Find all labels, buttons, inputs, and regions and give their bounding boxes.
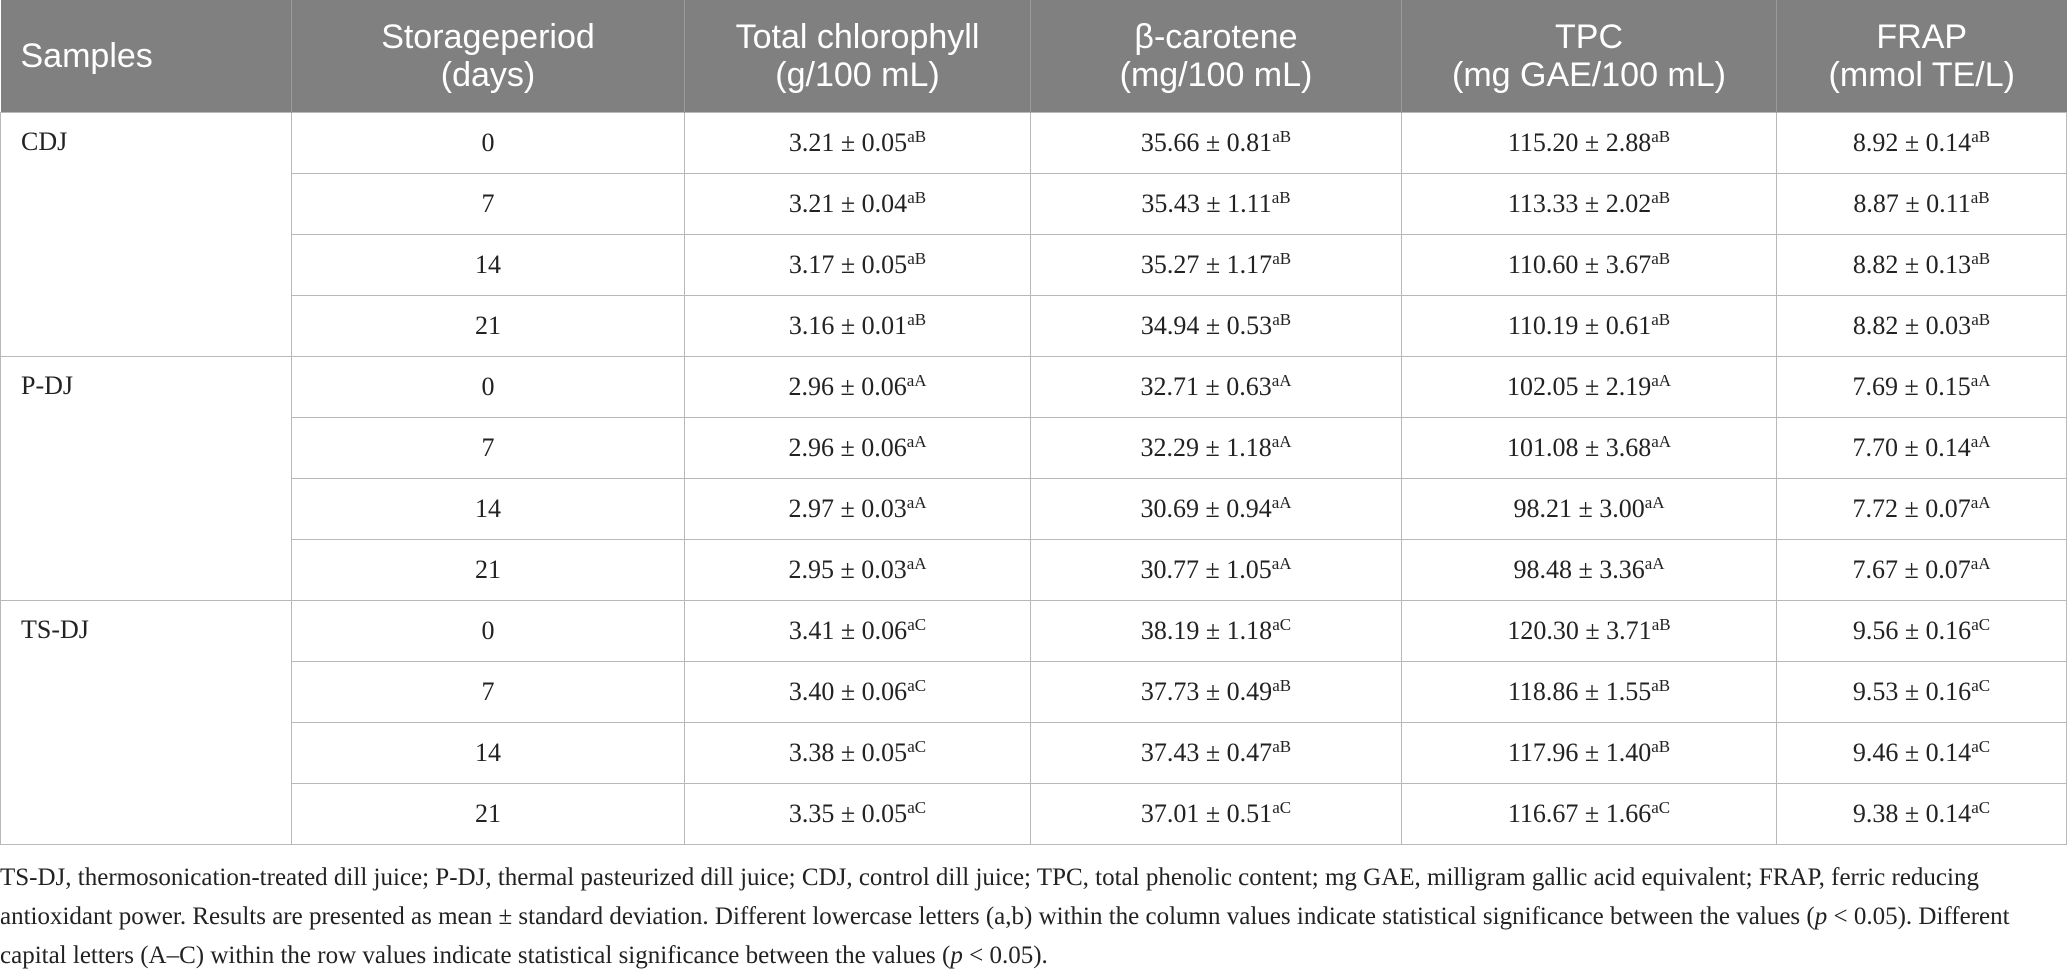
mean-sd-value: 8.82 ± 0.03 xyxy=(1852,311,1972,340)
mean-sd-value: 32.71 ± 0.63 xyxy=(1140,372,1272,401)
mean-sd-value: 3.35 ± 0.05 xyxy=(788,799,908,828)
storage-day-cell: 7 xyxy=(292,418,685,479)
significance-letters: aA xyxy=(1644,493,1665,512)
storage-day-cell: 14 xyxy=(292,479,685,540)
value-cell xyxy=(1402,784,1777,845)
significance-letters: aA xyxy=(906,493,927,512)
mean-sd-value: 37.01 ± 0.51 xyxy=(1140,799,1273,828)
value-cell xyxy=(1777,357,2067,418)
significance-letters: aC xyxy=(1971,615,1991,634)
column-header xyxy=(685,0,1031,113)
significance-letters: aB xyxy=(1272,127,1292,146)
mean-sd-value: 2.96 ± 0.06 xyxy=(788,433,907,462)
mean-sd-value: 3.16 ± 0.01 xyxy=(788,311,908,340)
mean-sd-value: 37.73 ± 0.49 xyxy=(1140,677,1273,706)
mean-sd-value: 9.46 ± 0.14 xyxy=(1852,738,1972,767)
value-cell xyxy=(1402,662,1777,723)
storage-day-cell: 0 xyxy=(292,113,685,174)
mean-sd-value: 113.33 ± 2.02 xyxy=(1507,189,1652,218)
storage-day-cell: 7 xyxy=(292,662,685,723)
footnote-p-symbol: p xyxy=(1814,903,1828,930)
column-header-unit: (mg/100 mL) xyxy=(1119,56,1313,94)
value-cell xyxy=(1402,601,1777,662)
value-cell xyxy=(1031,296,1402,357)
value-cell xyxy=(1777,418,2067,479)
significance-letters: aC xyxy=(907,737,927,756)
significance-letters: aC xyxy=(907,615,927,634)
significance-letters: aB xyxy=(1970,188,1990,207)
storage-day-cell: 0 xyxy=(292,357,685,418)
footnote-p-symbol: p xyxy=(950,942,963,969)
mean-sd-value: 8.82 ± 0.13 xyxy=(1852,250,1972,279)
mean-sd-value: 3.21 ± 0.05 xyxy=(788,128,908,157)
table-body xyxy=(1,113,2067,845)
significance-letters: aB xyxy=(1272,310,1292,329)
value-cell xyxy=(1777,723,2067,784)
value-cell xyxy=(1031,235,1402,296)
mean-sd-value: 115.20 ± 2.88 xyxy=(1507,128,1652,157)
mean-sd-value: 32.29 ± 1.18 xyxy=(1140,433,1272,462)
value-cell xyxy=(685,723,1031,784)
column-header-label: Storageperiod xyxy=(381,18,595,56)
mean-sd-value: 98.48 ± 3.36 xyxy=(1513,555,1645,584)
mean-sd-value: 9.53 ± 0.16 xyxy=(1852,677,1972,706)
significance-letters: aB xyxy=(1651,676,1671,695)
table-row xyxy=(1,296,2067,357)
storage-day-cell: 14 xyxy=(292,235,685,296)
table-row xyxy=(1,174,2067,235)
column-header-unit: (mmol TE/L) xyxy=(1828,56,2015,94)
mean-sd-value: 35.43 ± 1.11 xyxy=(1141,189,1272,218)
mean-sd-value: 9.56 ± 0.16 xyxy=(1852,616,1972,645)
mean-sd-value: 2.97 ± 0.03 xyxy=(788,494,907,523)
mean-sd-value: 35.66 ± 0.81 xyxy=(1140,128,1273,157)
value-cell xyxy=(1031,601,1402,662)
significance-letters: aB xyxy=(907,249,927,268)
table-row xyxy=(1,723,2067,784)
column-header xyxy=(1777,0,2067,113)
column-header xyxy=(1031,0,1402,113)
value-cell xyxy=(685,235,1031,296)
value-cell xyxy=(685,174,1031,235)
significance-letters: aC xyxy=(1971,798,1991,817)
column-header-unit: (days) xyxy=(440,56,536,94)
storage-day-cell: 21 xyxy=(292,296,685,357)
mean-sd-value: 34.94 ± 0.53 xyxy=(1140,311,1273,340)
significance-letters: aC xyxy=(1272,798,1292,817)
column-header xyxy=(1402,0,1777,113)
table-row xyxy=(1,479,2067,540)
column-header-unit: (g/100 mL) xyxy=(775,56,940,94)
mean-sd-value: 2.96 ± 0.06 xyxy=(788,372,907,401)
mean-sd-value: 3.40 ± 0.06 xyxy=(788,677,908,706)
significance-letters: aC xyxy=(907,798,927,817)
table-row xyxy=(1,235,2067,296)
significance-letters: aA xyxy=(1644,554,1665,573)
footnote-text-3: < 0.05). xyxy=(962,942,1048,969)
table-row xyxy=(1,662,2067,723)
value-cell xyxy=(685,601,1031,662)
value-cell xyxy=(1402,235,1777,296)
mean-sd-value: 120.30 ± 3.71 xyxy=(1507,616,1652,645)
mean-sd-value: 3.41 ± 0.06 xyxy=(788,616,908,645)
value-cell xyxy=(1777,113,2067,174)
table-header-row xyxy=(1,0,2067,113)
table-row xyxy=(1,113,2067,174)
significance-letters: aB xyxy=(1651,127,1671,146)
value-cell xyxy=(1777,479,2067,540)
value-cell xyxy=(685,540,1031,601)
storage-day-cell: 21 xyxy=(292,784,685,845)
mean-sd-value: 118.86 ± 1.55 xyxy=(1507,677,1652,706)
significance-letters: aA xyxy=(1970,432,1991,451)
mean-sd-value: 110.60 ± 3.67 xyxy=(1507,250,1652,279)
value-cell xyxy=(1031,113,1402,174)
table-row xyxy=(1,540,2067,601)
significance-letters: aC xyxy=(1272,615,1292,634)
value-cell xyxy=(1031,540,1402,601)
value-cell xyxy=(685,784,1031,845)
table-footnote xyxy=(0,858,2050,975)
significance-letters: aB xyxy=(907,188,927,207)
value-cell xyxy=(1031,174,1402,235)
value-cell xyxy=(1031,479,1402,540)
column-header xyxy=(1,0,292,113)
value-cell xyxy=(1031,662,1402,723)
significance-letters: aA xyxy=(906,554,927,573)
column-header-label: FRAP xyxy=(1876,18,1968,56)
significance-letters: aA xyxy=(1651,371,1672,390)
table-row xyxy=(1,357,2067,418)
significance-letters: aA xyxy=(1970,554,1991,573)
significance-letters: aC xyxy=(907,676,927,695)
value-cell xyxy=(1031,784,1402,845)
storage-day-cell: 7 xyxy=(292,174,685,235)
value-cell xyxy=(1402,113,1777,174)
significance-letters: aB xyxy=(1971,127,1991,146)
significance-letters: aB xyxy=(1971,310,1991,329)
sample-cell: CDJ xyxy=(1,113,292,357)
value-cell xyxy=(1031,418,1402,479)
mean-sd-value: 98.21 ± 3.00 xyxy=(1513,494,1645,523)
mean-sd-value: 3.38 ± 0.05 xyxy=(788,738,908,767)
mean-sd-value: 9.38 ± 0.14 xyxy=(1852,799,1972,828)
value-cell xyxy=(685,479,1031,540)
value-cell xyxy=(685,662,1031,723)
table-row xyxy=(1,601,2067,662)
value-cell xyxy=(1777,540,2067,601)
mean-sd-value: 7.67 ± 0.07 xyxy=(1852,555,1971,584)
table-row xyxy=(1,784,2067,845)
significance-letters: aC xyxy=(1971,676,1991,695)
mean-sd-value: 3.21 ± 0.04 xyxy=(788,189,908,218)
mean-sd-value: 101.08 ± 3.68 xyxy=(1506,433,1652,462)
storage-day-cell: 14 xyxy=(292,723,685,784)
value-cell xyxy=(685,296,1031,357)
mean-sd-value: 2.95 ± 0.03 xyxy=(788,555,907,584)
significance-letters: aB xyxy=(1651,188,1671,207)
footnote-text-1: TS-DJ, thermosonication-treated dill juice; P-DJ, thermal pasteurized dill juice; CDJ, control dill juice; TPC, total phenolic content; mg GAE, milligram gallic acid equivalent; FRAP, ferric reducing antioxidant power. Results are presented as mean ± standard deviation. Different lowercase letters (a,b) within the column values indicate statistical significance between the values ( xyxy=(0,864,1979,930)
value-cell xyxy=(1777,296,2067,357)
significance-letters: aB xyxy=(907,310,927,329)
significance-letters: aA xyxy=(1970,493,1991,512)
column-header-label: TPC xyxy=(1555,18,1623,56)
significance-letters: aC xyxy=(1651,798,1671,817)
mean-sd-value: 3.17 ± 0.05 xyxy=(788,250,908,279)
mean-sd-value: 8.92 ± 0.14 xyxy=(1852,128,1972,157)
significance-letters: aB xyxy=(1272,737,1292,756)
value-cell xyxy=(1031,723,1402,784)
significance-letters: aB xyxy=(1272,676,1292,695)
value-cell xyxy=(1777,662,2067,723)
mean-sd-value: 8.87 ± 0.11 xyxy=(1853,189,1971,218)
mean-sd-value: 7.69 ± 0.15 xyxy=(1852,372,1971,401)
significance-letters: aA xyxy=(1970,371,1991,390)
value-cell xyxy=(1777,784,2067,845)
footnote-text-2: < 0.05). Different capital letters (A–C) within the row values indicate statistical significance between the values ( xyxy=(0,903,2010,969)
value-cell xyxy=(685,418,1031,479)
mean-sd-value: 7.72 ± 0.07 xyxy=(1852,494,1971,523)
mean-sd-value: 37.43 ± 0.47 xyxy=(1140,738,1273,767)
mean-sd-value: 35.27 ± 1.17 xyxy=(1140,250,1273,279)
value-cell xyxy=(1402,723,1777,784)
significance-letters: aA xyxy=(1651,432,1672,451)
value-cell xyxy=(1031,357,1402,418)
significance-letters: aB xyxy=(1651,310,1671,329)
significance-letters: aA xyxy=(1271,554,1292,573)
value-cell xyxy=(1777,601,2067,662)
value-cell xyxy=(685,113,1031,174)
column-header-label: Total chlorophyll xyxy=(735,18,980,56)
storage-day-cell: 0 xyxy=(292,601,685,662)
value-cell xyxy=(1402,296,1777,357)
value-cell xyxy=(1402,418,1777,479)
mean-sd-value: 116.67 ± 1.66 xyxy=(1507,799,1652,828)
value-cell xyxy=(1402,479,1777,540)
significance-letters: aA xyxy=(906,371,927,390)
mean-sd-value: 117.96 ± 1.40 xyxy=(1507,738,1652,767)
value-cell xyxy=(685,357,1031,418)
significance-letters: aA xyxy=(1271,371,1292,390)
significance-letters: aB xyxy=(1651,615,1671,634)
significance-letters: aA xyxy=(906,432,927,451)
mean-sd-value: 38.19 ± 1.18 xyxy=(1140,616,1273,645)
column-header-label: Samples xyxy=(20,37,153,75)
column-header xyxy=(292,0,685,113)
mean-sd-value: 110.19 ± 0.61 xyxy=(1507,311,1652,340)
significance-letters: aB xyxy=(1971,249,1991,268)
table-row xyxy=(1,418,2067,479)
sample-cell: TS-DJ xyxy=(1,601,292,845)
column-header-label: β-carotene xyxy=(1134,18,1298,56)
value-cell xyxy=(1402,357,1777,418)
sample-cell: P-DJ xyxy=(1,357,292,601)
significance-letters: aB xyxy=(907,127,927,146)
significance-letters: aC xyxy=(1971,737,1991,756)
significance-letters: aB xyxy=(1651,737,1671,756)
storage-day-cell: 21 xyxy=(292,540,685,601)
value-cell xyxy=(1402,174,1777,235)
significance-letters: aA xyxy=(1271,432,1292,451)
value-cell xyxy=(1777,235,2067,296)
mean-sd-value: 7.70 ± 0.14 xyxy=(1852,433,1971,462)
significance-letters: aA xyxy=(1271,493,1292,512)
significance-letters: aB xyxy=(1272,249,1292,268)
significance-letters: aB xyxy=(1651,249,1671,268)
value-cell xyxy=(1402,540,1777,601)
mean-sd-value: 30.69 ± 0.94 xyxy=(1140,494,1272,523)
significance-letters: aB xyxy=(1271,188,1291,207)
column-header-unit: (mg GAE/100 mL) xyxy=(1452,56,1726,94)
mean-sd-value: 102.05 ± 2.19 xyxy=(1506,372,1652,401)
mean-sd-value: 30.77 ± 1.05 xyxy=(1140,555,1272,584)
value-cell xyxy=(1777,174,2067,235)
